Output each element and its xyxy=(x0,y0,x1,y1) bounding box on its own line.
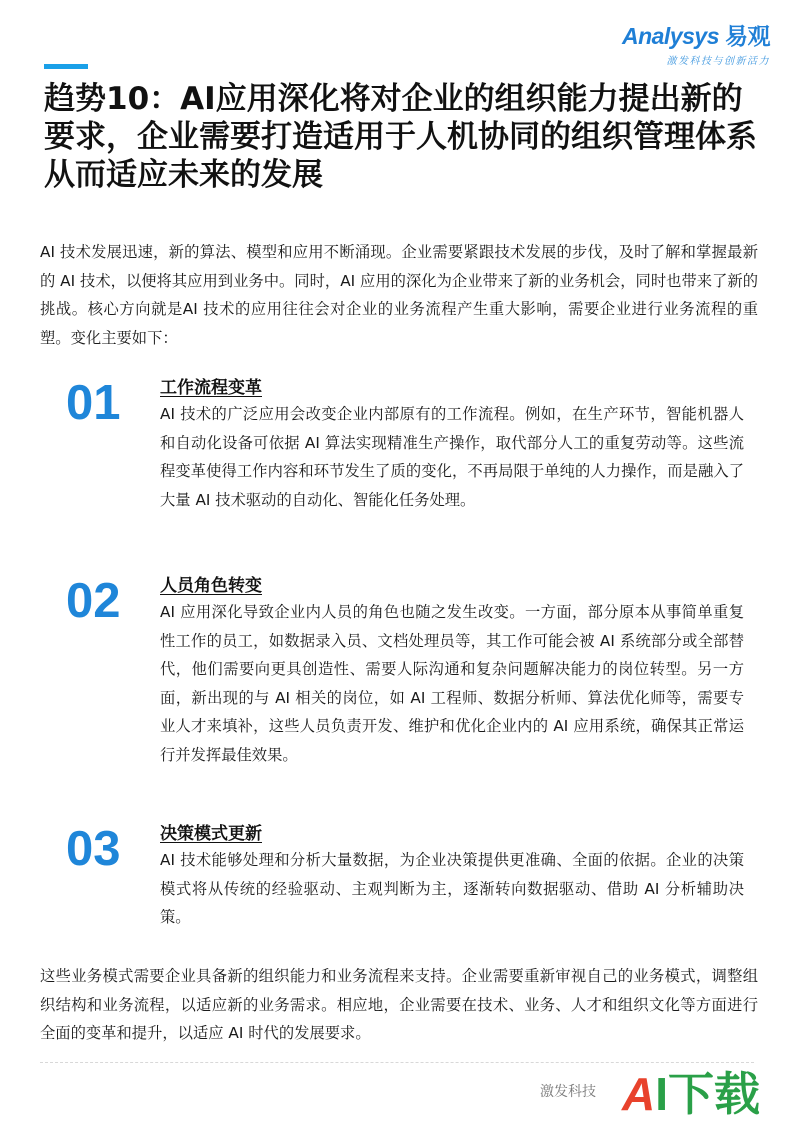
item-body: AI 技术能够处理和分析大量数据，为企业决策提供更准确、全面的依据。企业的决策模式将从传统的经验驱动、主观判断为主，逐渐转向数据驱动、借助 AI 分析辅助决策。 xyxy=(160,851,744,926)
watermark-a: A xyxy=(622,1068,656,1120)
intro-paragraph: AI 技术发展迅速，新的算法、模型和应用不断涌现。企业需要紧跟技术发展的步伐，及时了解和掌握最新的 AI 技术，以便将其应用到业务中。同时，AI 应用的深化为企业带来了新的业务机会，同时也带来了新的挑战。核心方向就是AI 技术的应用往往会对企业的业务流程产生重大影响，需要企业进行业务流程的重塑。变化主要如下： xyxy=(40,243,758,347)
item-title: 人员角色转变 xyxy=(160,576,262,596)
item-number: 01 xyxy=(66,376,121,430)
logo-tagline: 激发科技与创新活力 xyxy=(666,56,770,67)
logo-brand: Analysys xyxy=(621,23,719,49)
analysys-logo xyxy=(622,18,770,67)
logo-brand-cn: 易观 xyxy=(725,23,770,49)
item-number: 03 xyxy=(66,822,121,876)
item-title: 工作流程变革 xyxy=(160,378,262,398)
footer-text: 激发科技 xyxy=(540,1084,596,1100)
title-accent-bar xyxy=(44,64,88,69)
footer-divider xyxy=(40,1062,754,1063)
watermark-rest: I下载 xyxy=(655,1068,761,1120)
item-body: AI 应用深化导致企业内人员的角色也随之发生改变。一方面，部分原本从事简单重复性工作的员工，如数据录入员、文档处理员等，其工作可能会被 AI 系统部分或全部替代，他们需要向更具创造性、需要人际沟通和复杂问题解决能力的岗位转型。另一方面，新出现的与 AI 相关的岗位，如 AI 工程师、数据分析师、算法优化师等，需要专业人才来填补，这些人员负责开发、维护和优化企业内的 AI 应用系统，确保其正常运行并发挥最佳效果。 xyxy=(160,603,744,764)
item-number: 02 xyxy=(66,574,121,628)
item-body: AI 技术的广泛应用会改变企业内部原有的工作流程。例如，在生产环节，智能机器人和自动化设备可依据 AI 算法实现精准生产操作，取代部分人工的重复劳动等。这些流程变革使得工作内容和环节发生了质的变化，不再局限于单纯的人力操作，而是融入了大量 AI 技术驱动的自动化、智能化任务处理。 xyxy=(160,405,744,509)
conclusion-paragraph: 这些业务模式需要企业具备新的组织能力和业务流程来支持。企业需要重新审视自己的业务模式，调整组织结构和业务流程，以适应新的业务需求。相应地，企业需要在技术、业务、人才和组织文化等方面进行全面的变革和提升，以适应 AI 时代的发展要求。 xyxy=(40,967,758,1042)
ai-download-watermark xyxy=(622,1068,760,1120)
item-title: 决策模式更新 xyxy=(160,824,262,844)
page-title: 趋势10：AI应用深化将对企业的组织能力提出新的要求，企业需要打造适用于人机协同的组织管理体系从而适应未来的发展 xyxy=(44,81,757,193)
